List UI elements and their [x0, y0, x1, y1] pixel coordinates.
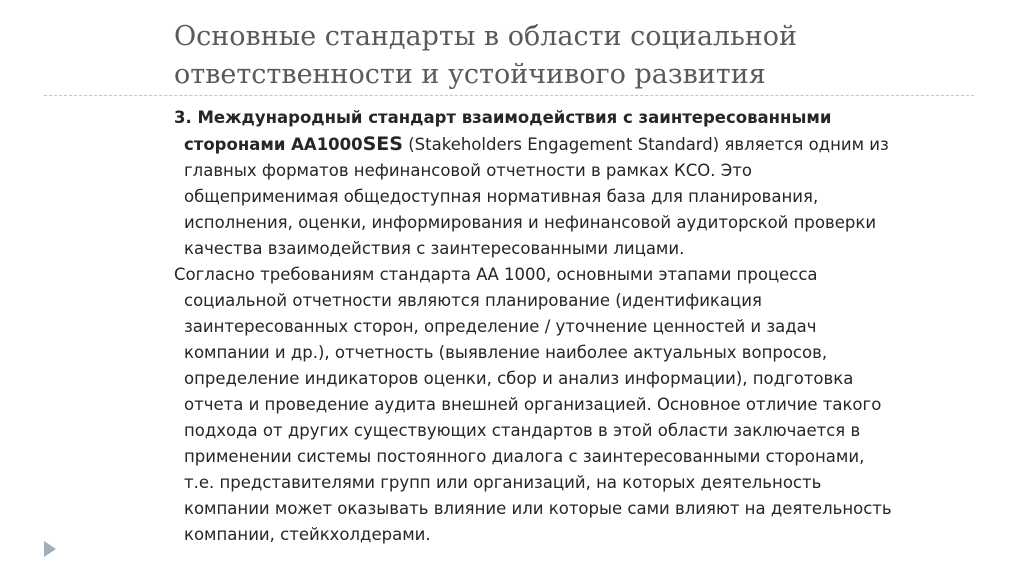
standard-suffix-ses: SES — [362, 133, 403, 155]
triangle-bullet-icon — [44, 541, 56, 557]
paragraph-reporting-stages: Согласно требованиям стандарта АА 1000, основными этапами процесса социальной отчетности являются планирование (идентификация заинтересованных сторон, определение / уточнение ценностей и задач компании и др.), отчетность (выявление наиболее актуальных вопросов, определение индикаторов оценки, сбор и анализ информации), подготовка отчета и проведение аудита внешней организацией. Основное отличие такого подхода от других существующих стандартов в этой области заключается в применении системы постоянного диалога с заинтересованными сторонами, т.е. представителями групп или организаций, на которых деятельность компании может оказывать влияние или которые сами влияют на деятельность компании, стейкхолдерами. — [174, 265, 892, 544]
standard-description: (Stakeholders Engagement Standard) является одним из главных форматов нефинансовой отчетности в рамках КСО. Это общеприменимая общедоступная нормативная база для планирования, исполнения, оценки, информирования и нефинансовой аудиторской проверки качества взаимодействия с заинтересованными лицами. — [184, 135, 889, 258]
slide-title: Основные стандарты в области социальной ответственности и устойчивого развития — [174, 21, 798, 90]
title-divider — [44, 95, 974, 96]
standard-name-bold: 3. Международный стандарт взаимодействия с заинтересованными сторонами АА1000 — [174, 108, 832, 154]
slide-body — [174, 105, 894, 548]
paragraph-aa1000ses — [174, 105, 894, 262]
